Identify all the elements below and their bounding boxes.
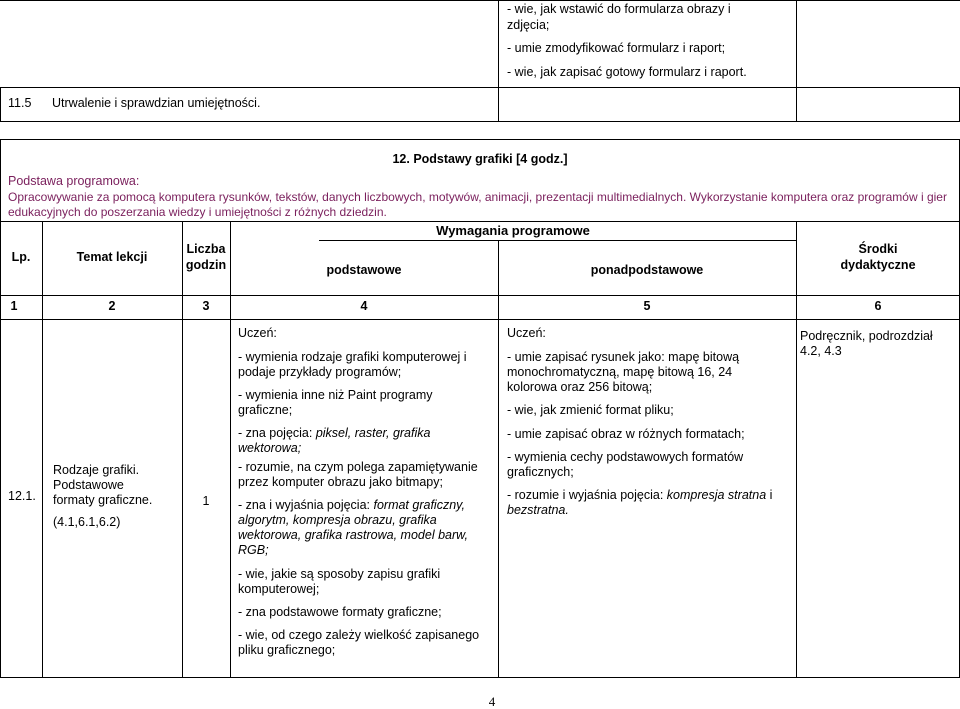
prev-cont-line: - umie zmodyfikować formularz i raport; — [507, 41, 726, 55]
header-advanced: ponadpodstawowe — [590, 263, 704, 277]
advanced-item — [507, 350, 795, 395]
col-number: 6 — [874, 299, 882, 313]
basic-item-line: - zna i wyjaśnia pojęcia: — [238, 498, 374, 512]
advanced-item — [507, 427, 795, 442]
basic-requirements — [238, 326, 496, 666]
topic-line: formaty graficzne. — [53, 493, 153, 507]
basic-label: Uczeń: — [238, 326, 277, 340]
advanced-item-line: - umie zapisać rysunek jako: mapę bitową — [507, 350, 740, 364]
page-number: 4 — [488, 694, 496, 709]
basic-item — [238, 628, 496, 658]
row-hours: 1 — [202, 494, 210, 508]
row-number: 12.1. — [8, 489, 36, 503]
basic-item-term: piksel, raster, grafika — [315, 426, 431, 440]
means-line: Podręcznik, podrozdział — [800, 329, 933, 343]
col-number: 1 — [10, 299, 18, 313]
col-number: 4 — [360, 299, 368, 313]
basic-item-term: wektorowa; — [238, 441, 302, 455]
advanced-item-line: - umie zapisać obraz w różnych formatach; — [507, 427, 745, 441]
prev-cont-line: - wie, jak wstawić do formularza obrazy i — [507, 2, 731, 16]
basic-item-line: graficzne; — [238, 403, 293, 417]
advanced-item-line: monochromatyczną, mapę bitową 16, 24 — [507, 365, 733, 379]
section-title: 12. Podstawy grafiki [4 godz.] — [392, 152, 568, 166]
basic-item-line: - rozumie, na czym polega zapamiętywanie — [238, 460, 478, 474]
program-text-line: edukacyjnych do poszerzania wiedzy i umiejętności z różnych dziedzin. — [8, 205, 387, 219]
basic-item — [238, 350, 496, 380]
advanced-item-line: kolorowa oraz 256 bitową; — [507, 380, 653, 394]
header-hours-2: godzin — [185, 258, 227, 272]
basic-item-line: - wie, jakie są sposoby zapisu grafiki — [238, 567, 441, 581]
basic-item-line: - wymienia rodzaje grafiki komputerowej i — [238, 350, 467, 364]
prev-cont-line: - wie, jak zapisać gotowy formularz i raport. — [507, 65, 747, 79]
basic-item-line: podaje przykłady programów; — [238, 365, 402, 379]
advanced-item — [507, 403, 795, 418]
topic-ref: (4.1,6.1,6.2) — [53, 515, 121, 529]
means-line: 4.2, 4.3 — [800, 344, 842, 358]
col-number: 3 — [202, 299, 210, 313]
header-topic: Temat lekcji — [76, 250, 148, 264]
topic-line: Podstawowe — [53, 478, 124, 492]
advanced-requirements — [507, 326, 795, 526]
basic-item — [238, 388, 496, 418]
basic-item-line: pliku graficznego; — [238, 643, 336, 657]
advanced-label: Uczeń: — [507, 326, 546, 340]
col-number: 5 — [643, 299, 651, 313]
advanced-item — [507, 450, 795, 480]
basic-item — [238, 460, 496, 490]
program-text-line: Opracowywanie za pomocą komputera rysunków, tekstów, danych liczbowych, motywów, animacji, prezentacji multimedialnych. Wykorzystanie komputera oraz programów i gier — [8, 190, 947, 204]
advanced-item — [507, 488, 795, 518]
prev-row-number: 11.5 — [8, 96, 32, 110]
advanced-item-line: - wie, jak zmienić format pliku; — [507, 403, 674, 417]
header-basic: podstawowe — [326, 263, 402, 277]
header-requirements: Wymagania programowe — [436, 223, 590, 238]
advanced-item-line: - rozumie i wyjaśnia pojęcia: — [507, 488, 667, 502]
basic-item-line: komputerowej; — [238, 582, 320, 596]
header-means-2: dydaktyczne — [840, 258, 916, 272]
basic-item — [238, 498, 496, 558]
basic-item-line: - wie, od czego zależy wielkość zapisanego — [238, 628, 480, 642]
header-hours-1: Liczba — [186, 242, 226, 256]
prev-row-topic: Utrwalenie i sprawdzian umiejętności. — [52, 96, 261, 110]
topic-line: Rodzaje grafiki. — [53, 463, 140, 477]
basic-item-term: RGB; — [238, 543, 269, 557]
advanced-item-term: bezstratna. — [507, 503, 569, 517]
didactic-means — [800, 329, 958, 359]
basic-item — [238, 567, 496, 597]
advanced-item-line: i — [766, 488, 773, 502]
basic-item-term: wektorowa, grafika rastrowa, model barw, — [238, 528, 468, 542]
basic-item-line: - wymienia inne niż Paint programy — [238, 388, 433, 402]
col-number: 2 — [108, 299, 116, 313]
basic-item-line: przez komputer obrazu jako bitmapy; — [238, 475, 443, 489]
basic-item-line: - zna pojęcia: — [238, 426, 316, 440]
basic-item-line: - zna podstawowe formaty graficzne; — [238, 605, 442, 619]
header-means-1: Środki — [858, 242, 898, 256]
row-topic — [53, 463, 181, 530]
basic-item — [238, 605, 496, 620]
basic-item-term: format graficzny, — [373, 498, 465, 512]
basic-item — [238, 426, 496, 456]
basic-item-term: algorytm, kompresja obrazu, grafika — [238, 513, 437, 527]
advanced-item-term: kompresja stratna — [666, 488, 767, 502]
advanced-item-line: graficznych; — [507, 465, 574, 479]
header-lp: Lp. — [11, 250, 31, 264]
advanced-item-line: - wymienia cechy podstawowych formatów — [507, 450, 744, 464]
prev-cont-line: zdjęcia; — [507, 18, 550, 32]
program-label: Podstawa programowa: — [8, 174, 140, 188]
